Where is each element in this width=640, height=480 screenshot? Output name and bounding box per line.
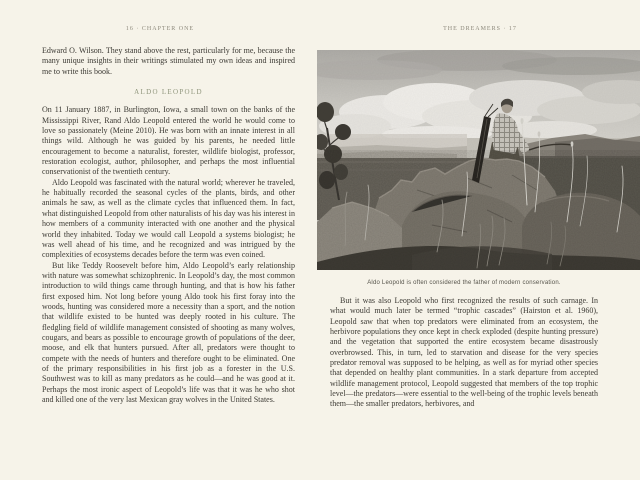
right-page-text-column bbox=[330, 296, 598, 410]
body-paragraph: Aldo Leopold was fascinated with the natural world; wherever he traveled, he habitually recorded the seasonal cycles of the plants, birds, and other animals he saw, as well as the climate cycles that influenced them. In fact, what distinguished Leopold from other naturalists of his day was his interest in how members of a community interacted with one another and the physical world they inhabited. Today we would call Leopold a systems biologist; he was well ahead of his time, and he recognized and was intrigued by the complexities of ecosystems decades before the term was even coined. bbox=[42, 177, 295, 260]
body-paragraph: But it was also Leopold who first recognized the results of such carnage. In what would much later be termed “trophic cascades” (Hairston et al. 1960), Leopold saw that when top predators were eliminated from an ecosystem, the herbivore populations they once kept in check exploded (despite hunting pressure) and the vegetation that supported the entire ecosystem became disastrously overbrowsed. This, in turn, led to starvation and disease for the very species predator removal was supposed to be helping, as well as for myriad other species that depended on healthy plant communities. In a stark departure from accepted wildlife management protocol, Leopold suggested that members of the top trophic level—the predators—were essential to the well-being of the trophic levels beneath them—the smaller predators, herbivores, and bbox=[330, 296, 598, 409]
body-paragraph: On 11 January 1887, in Burlington, Iowa, a small town on the banks of the Mississippi River, Rand Aldo Leopold entered the world he would come to love so passionately (Meine 2010). He was born with an innate interest in all things wild. Although he was guided by his parents, he needed little encouragement to become a naturalist, forester, wildlife biologist, professor, restoration ecologist, author, philosopher, and perhaps the most influential conservationist of the twentieth century. bbox=[42, 105, 295, 177]
photo-grain-overlay bbox=[317, 50, 640, 270]
section-heading-aldo-leopold: ALDO LEOPOLD bbox=[134, 88, 203, 97]
leopold-photo bbox=[317, 50, 640, 270]
right-page-running-head: THE DREAMERS · 17 bbox=[443, 26, 517, 32]
left-page-running-head: 16 · CHAPTER ONE bbox=[125, 26, 195, 32]
left-page-text-column bbox=[42, 46, 295, 405]
body-paragraph: But like Teddy Roosevelt before him, Aldo Leopold’s early relationship with nature was somewhat schizophrenic. In Leopold’s day, the most common introduction to wild things came through hunting, and that is how his father first exposed him. Not long before young Aldo took his first foray into the woods, hunting was considered more a necessity than a sport, and the notion that wildlife existed to be hunted was deeply rooted in his culture. The fledgling field of wildlife management consisted of shooting as many wolves, cougars, and bears as possible to encourage growth of populations of the deer, moose, and elk that hunters pursued. After all, predators were thought to compete with the needs of hunters and therefore ought to be eliminated. One of the primary responsibilities in his first job as a forester in the U.S. Southwest was to kill as many predators as he could—and he was good at it. Perhaps the most ironic aspect of Leopold’s life was that it was he who shot and killed one of the very last Mexican gray wolves in the United States. bbox=[42, 260, 295, 404]
photo-caption: Aldo Leopold is often considered the father of modern conservation. bbox=[367, 280, 561, 286]
intro-paragraph: Edward O. Wilson. They stand above the rest, particularly for me, because the many unique insights in their writings stimulated my own ideas and inspired me to write this book. bbox=[42, 46, 295, 76]
